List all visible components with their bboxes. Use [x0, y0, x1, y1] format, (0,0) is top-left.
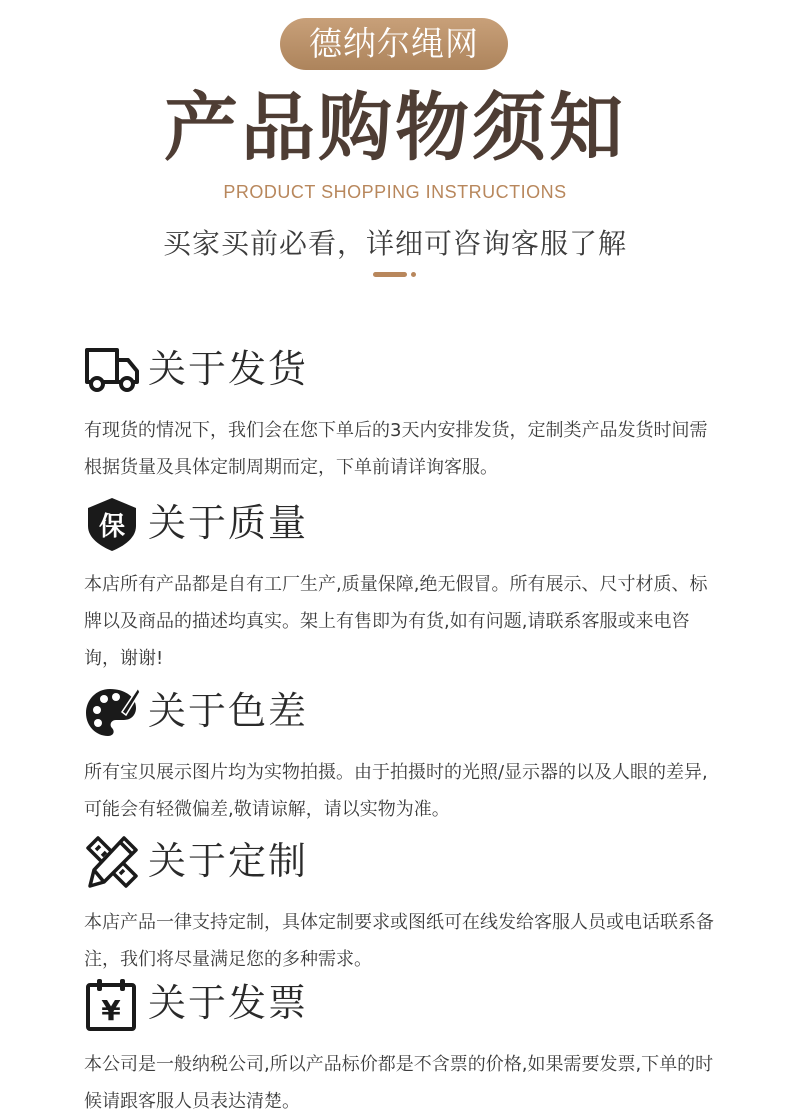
- section-body: 所有宝贝展示图片均为实物拍摄。由于拍摄时的光照/显示器的以及人眼的差异,可能会有轻微偏差,敬请谅解，请以实物为准。: [84, 762, 708, 820]
- brand-badge: 德纳尔绳网: [280, 18, 508, 70]
- page-title: 产品购物须知: [164, 85, 626, 171]
- section-header: [84, 496, 724, 552]
- page-subtitle: 买家买前必看，详细可咨询客服了解: [162, 227, 627, 260]
- english-subtitle: PRODUCT SHOPPING INSTRUCTIONS: [223, 182, 567, 202]
- pencil-ruler-icon: [84, 834, 140, 890]
- section-header: [84, 976, 724, 1032]
- shield-icon-glyph: 保: [98, 512, 126, 542]
- section-header: [84, 834, 724, 890]
- section-title: 关于发货: [148, 347, 309, 391]
- truck-icon: [84, 342, 140, 398]
- section-body: 本公司是一般纳税公司,所以产品标价都是不含票的价格,如果需要发票,下单的时候请跟客服人员表达清楚。: [84, 1054, 714, 1112]
- section-quality: [84, 496, 724, 677]
- divider-dot: [411, 272, 416, 277]
- shield-icon: [84, 496, 140, 552]
- palette-icon: [84, 684, 140, 740]
- section-shipping: [84, 342, 724, 486]
- section-title: 关于定制: [148, 839, 309, 883]
- invoice-icon-glyph: ¥: [101, 994, 121, 1027]
- title-divider: [373, 272, 417, 277]
- section-body: 本店所有产品都是自有工厂生产,质量保障,绝无假冒。所有展示、尺寸材质、标牌以及商品的描述均真实。架上有售即为有货,如有问题,请联系客服或来电咨询，谢谢!: [84, 574, 708, 669]
- section-color: [84, 684, 724, 828]
- section-body: 本店产品一律支持定制，具体定制要求或图纸可在线发给客服人员或电话联系备注，我们将尽量满足您的多种需求。: [84, 912, 714, 970]
- section-invoice: [84, 976, 724, 1120]
- section-header: [84, 342, 724, 398]
- divider-bar: [373, 272, 407, 277]
- section-title: 关于质量: [148, 501, 309, 545]
- section-title: 关于色差: [148, 689, 309, 733]
- section-title: 关于发票: [148, 981, 309, 1025]
- invoice-icon: [84, 976, 140, 1032]
- section-body: 有现货的情况下，我们会在您下单后的3天内安排发货，定制类产品发货时间需根据货量及具体定制周期而定，下单前请详询客服。: [84, 420, 708, 478]
- section-header: [84, 684, 724, 740]
- section-custom: [84, 834, 724, 978]
